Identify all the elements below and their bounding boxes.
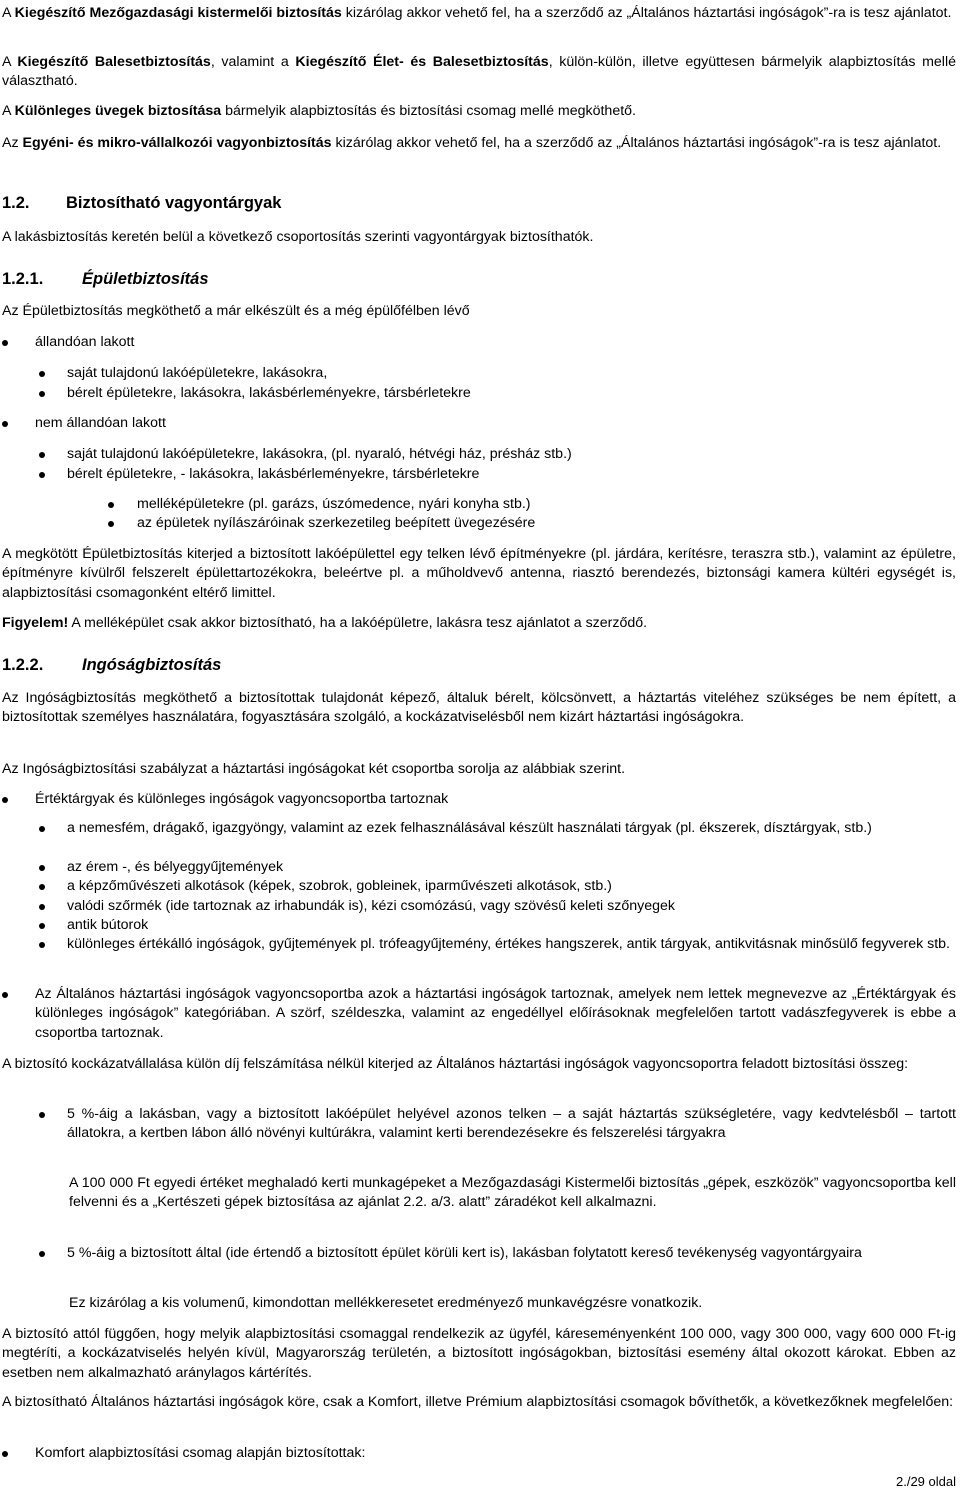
bullet-icon	[39, 884, 45, 890]
page-number: 2./29 oldal	[896, 1474, 956, 1489]
list-item	[0, 1244, 956, 1263]
term-elet-baleset: Kiegészítő Élet- és Balesetbiztosítás	[295, 54, 549, 70]
paragraph-vallalkozoi	[2, 134, 956, 153]
heading-1-2-2	[2, 656, 221, 675]
heading-number: 1.2.	[2, 194, 30, 212]
bullet-icon	[2, 340, 8, 346]
list-item-text: a nemesfém, drágakő, igazgyöngy, valamint az ezek felhasználásával készült használati tárgyak (pl. ékszerek, dísztárgyak, stb.)	[67, 820, 872, 836]
list-item	[0, 445, 572, 464]
list-item-text: állandóan lakott	[35, 334, 135, 350]
list-item	[0, 897, 675, 916]
sec121-paragraph: A megkötött Épületbiztosítás kiterjed a biztosított lakóépülettel egy telken lévő építményekre (pl. járdára, kerítésre, teraszra stb.), valamint az épületre, építményre kívülről felszerelt épülettartozékokra, beleértve pl. a műholdvevő antenna, riasztó berendezés, biztonsági kamera kültéri egységét is, alapbiztosítási csomagonként eltérő limittel.	[2, 546, 956, 601]
list-item	[0, 1444, 365, 1463]
bullet-icon	[39, 865, 45, 871]
paragraph-mezogazdasagi: A Kiegészítő Mezőgazdasági kistermelői biztosítás kizárólag akkor vehető fel, ha a szerződő az „Általános háztartási ingóságok”-ra is tesz ajánlatot.	[2, 5, 952, 21]
term-baleset: Kiegészítő Balesetbiztosítás	[17, 54, 211, 70]
list-item-text: valódi szőrmék (ide tartoznak az irhabundák is), kézi csomózású, vagy szövésű keleti szőnyegek	[67, 898, 675, 914]
list-item-text: 5 %-áig a lakásban, vagy a biztosított lakóépület helyével azonos telken – a saját háztartás szükségletére, vagy kedvtelésből – tartott állatokra, a kertben lábon álló növényi kultúrákra, valamint kerti berendezésekre és felszerelési tárgyakra	[67, 1106, 956, 1142]
heading-title: Biztosítható vagyontárgyak	[66, 194, 282, 212]
list-item	[0, 333, 134, 352]
bullet-icon	[2, 421, 8, 427]
list-item-text: melléképületekre (pl. garázs, úszómedence, nyári konyha stb.)	[137, 496, 531, 512]
paragraph-text: , külön-külön, illetve együttesen bármelyik alapbiztosítás mellé választható.	[2, 54, 957, 90]
list-item	[0, 858, 283, 877]
list-item	[0, 916, 148, 935]
bullet-icon	[108, 502, 114, 508]
paragraph-text: kizárólag akkor vehető fel, ha a szerződő az „Általános háztartási ingóságok”-ra is tesz ajánlatot.	[331, 135, 942, 151]
list-item	[0, 495, 531, 514]
list-item-text: saját tulajdonú lakóépületekre, lakásokra, (pl. nyaraló, hétvégi ház, présház stb.)	[67, 446, 572, 462]
bullet-icon	[39, 1251, 45, 1257]
note-label: Figyelem!	[2, 615, 69, 631]
list-item-text: antik bútorok	[67, 917, 149, 933]
list-item	[0, 819, 956, 838]
paragraph-text: Az	[2, 135, 23, 151]
heading-number: 1.2.2.	[2, 656, 44, 674]
sec122-paragraph-2: Az Ingóságbiztosítási szabályzat a háztartási ingóságokat két csoportba sorolja az alábbiak szerint.	[2, 761, 626, 777]
bullet-icon	[39, 371, 45, 377]
heading-1-2	[2, 194, 281, 213]
sec122-paragraph-3: A biztosító kockázatvállalása külön díj felszámítása nélkül kiterjed az Általános háztartási ingóságok vagyoncsoportra feladott biztosítási összeg:	[2, 1056, 909, 1072]
term-uvegek: Különleges üvegek biztosítása	[14, 103, 222, 119]
list-item	[0, 877, 612, 896]
list-item-text: saját tulajdonú lakóépületekre, lakásokra,	[67, 365, 328, 381]
bullet-icon	[39, 452, 45, 458]
bullet-icon	[39, 942, 45, 948]
bullet-icon	[39, 904, 45, 910]
list-item-text: 5 %-áig a biztosított által (ide értendő a biztosított épület körüli kert is), lakásban folytatott kereső tevékenység vagyontárgyaira	[67, 1245, 862, 1261]
sec12-intro: A lakásbiztosítás keretén belül a következő csoportosítás szerinti vagyontárgyak biztosíthatók.	[2, 229, 594, 245]
list-item	[0, 1105, 956, 1144]
list-item	[0, 935, 956, 954]
sec121-intro: Az Épületbiztosítás megköthető a már elkészült és a még épülőfélben lévő	[2, 303, 470, 319]
heading-title: Épületbiztosítás	[82, 270, 209, 288]
list-item-text: nem állandóan lakott	[35, 415, 166, 431]
term-mezogazdasagi: Kiegészítő Mezőgazdasági kistermelői biztosítás	[14, 5, 342, 21]
term-vallalkozoi: Egyéni- és mikro-vállalkozói vagyonbiztosítás	[22, 135, 332, 151]
list-item-text: az érem -, és bélyeggyűjtemények	[67, 859, 284, 875]
sec122-paragraph-5: A biztosítható Általános háztartási ingóságok köre, csak a Komfort, illetve Prémium alapbiztosítási csomagok bővíthetők, a következőknek megfelelően:	[2, 1394, 954, 1410]
list-item	[0, 514, 535, 533]
paragraph-text: , valamint a	[210, 54, 296, 70]
paragraph-text: bármelyik alapbiztosítás és biztosítási csomag mellé megköthető.	[221, 103, 636, 119]
bullet-icon	[39, 391, 45, 397]
list-item	[0, 384, 471, 403]
bullet-icon	[2, 992, 8, 998]
bullet-icon	[39, 1112, 45, 1118]
heading-number: 1.2.1.	[2, 270, 44, 288]
heading-title: Ingóságbiztosítás	[82, 656, 222, 674]
list-item-text: bérelt épületekre, - lakásokra, lakásbérleményekre, társbérletekre	[67, 466, 480, 482]
list-item	[0, 414, 166, 433]
sec122-paragraph-1: Az Ingóságbiztosítás megköthető a biztosítottak tulajdonát képező, általuk bérelt, kölcsönvett, a háztartás viteléhez szükséges be nem épített, a biztosítottak személyes használatára, fogyasztására szolgáló, a kockázatviselésből nem kizárt háztartási ingóságokra.	[2, 690, 956, 726]
bullet-icon	[39, 826, 45, 832]
sec122-paragraph-4: A biztosító attól függően, hogy melyik alapbiztosítási csomaggal rendelkezik az ügyfél, káreseményenként 100 000, vagy 300 000, vagy 600 000 Ft-ig megtéríti, a kockázatviselés helyén kívül, Magyarország területén, a biztosított ingóságokban, biztosítási esemény által okozott károkat. Ebben az esetben nem alkalmazható aránylagos kártérítés.	[2, 1326, 956, 1381]
paragraph-text: A	[2, 103, 15, 119]
list-item-text: Komfort alapbiztosítási csomag alapján biztosítottak:	[35, 1445, 366, 1461]
list-item	[0, 985, 956, 1043]
bullet-icon	[108, 521, 114, 527]
bullet-icon	[2, 797, 8, 803]
list-item-text: a képzőművészeti alkotások (képek, szobrok, gobleinek, iparművészeti alkotások, stb.)	[67, 878, 612, 894]
list-item-text: bérelt épületekre, lakásokra, lakásbérleményekre, társbérletekre	[67, 385, 471, 401]
paragraph-balesetbiztositas	[2, 53, 956, 92]
paragraph-text: A	[2, 54, 18, 70]
list-item-note: Ez kizárólag a kis volumenű, kimondottan mellékkeresetet eredményező munkavégzésre vonatkozik.	[69, 1295, 703, 1311]
list-item-text: különleges értékálló ingóságok, gyűjtemények pl. trófeagyűjtemény, értékes hangszerek, antik tárgyak, antikvitásnak minősülő fegyverek stb.	[67, 936, 950, 952]
paragraph-text: kizárólag akkor vehető fel, ha a szerződő az „Általános háztartási ingóságok”-ra is tesz ajánlatot.	[341, 5, 952, 21]
list-item-text: Értéktárgyak és különleges ingóságok vagyoncsoportba tartoznak	[35, 791, 449, 807]
list-item	[0, 364, 327, 383]
paragraph-uvegek	[2, 102, 956, 121]
bullet-icon	[39, 472, 45, 478]
note-text: A melléképület csak akkor biztosítható, ha a lakóépületre, lakásra tesz ajánlatot a szerződő.	[68, 615, 648, 631]
bullet-icon	[2, 1451, 8, 1457]
note-paragraph	[2, 614, 956, 633]
list-item	[0, 465, 479, 484]
heading-1-2-1	[2, 270, 209, 289]
list-item-text: az épületek nyílászáróinak szerkezetileg beépített üvegezésére	[137, 515, 536, 531]
list-item-note: A 100 000 Ft egyedi értéket meghaladó kerti munkagépeket a Mezőgazdasági Kistermelői biztosítás „gépek, eszközök” vagyoncsoportba kell felvenni és a „Kertészeti gépek biztosítása az ajánlat 2.2. a/3. alatt” záradékot kell alkalmazni.	[69, 1175, 956, 1211]
bullet-icon	[39, 923, 45, 929]
list-item-text: Az Általános háztartási ingóságok vagyoncsoportba azok a háztartási ingóságok tartoznak, amelyek nem lettek megnevezve az „Értéktárgyak és különleges ingóságok” kategóriában. A szörf, széldeszka, valamint az engedéllyel előírásoknak megfelelően tartott vadászfegyverek is ebbe a csoportba tartoznak.	[35, 986, 956, 1041]
